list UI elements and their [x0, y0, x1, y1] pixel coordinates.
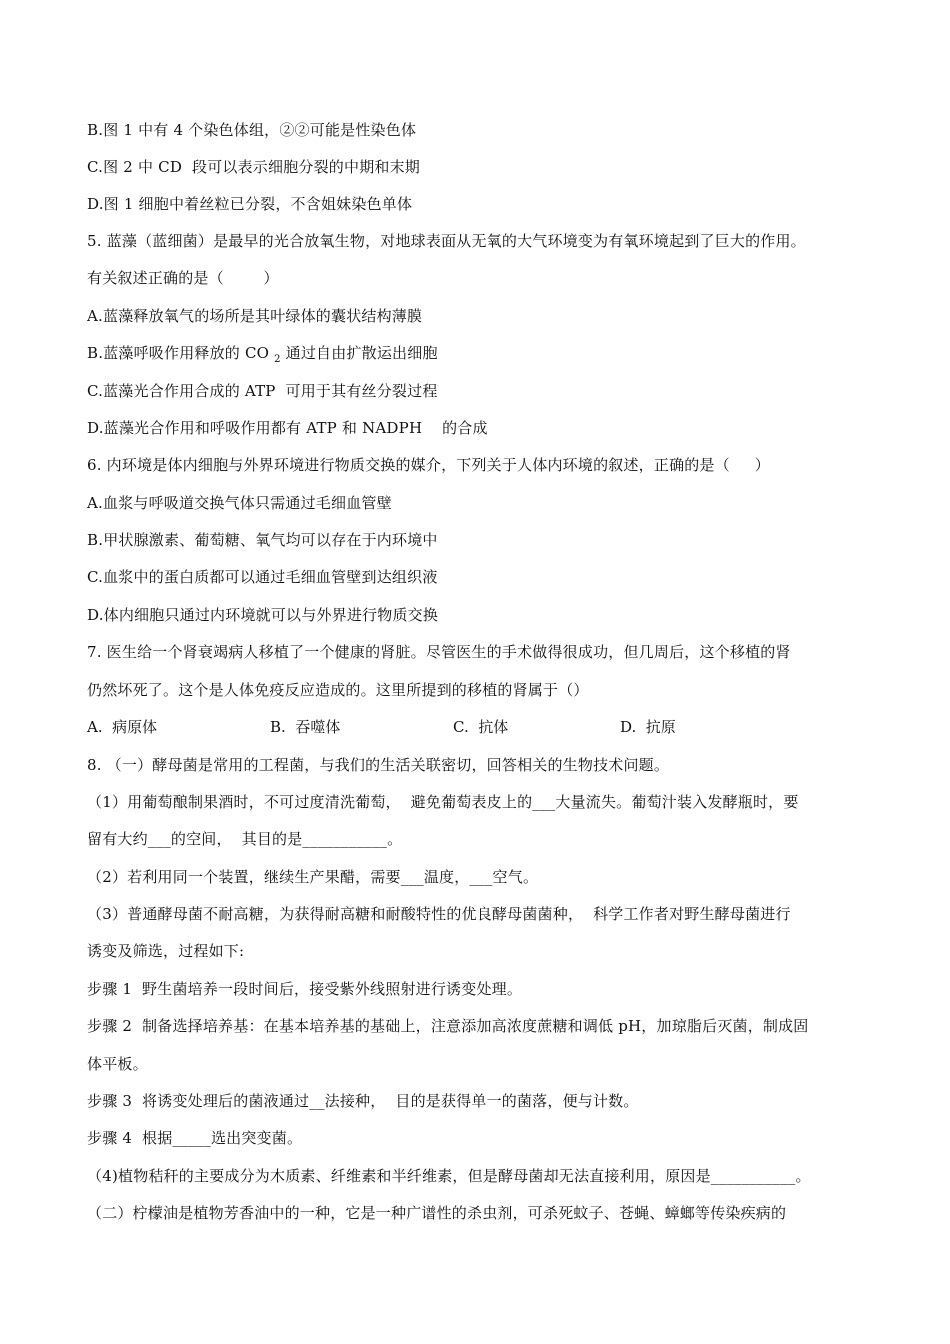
q8-sub2: （2）若利用同一个装置，继续生产果醋，需要___温度，___空气。 — [87, 868, 539, 886]
q5-option-b-subscript: 2 — [274, 354, 281, 365]
q5-stem-line-2: 有关叙述正确的是（ ） — [87, 269, 279, 287]
q6-option-d: D.体内细胞只通过内环境就可以与外界进行物质交换 — [87, 606, 439, 624]
q6-option-c: C.血浆中的蛋白质都可以通过毛细血管壁到达组织液 — [87, 568, 438, 586]
q8-sub4: （4)植物秸秆的主要成分为木质素、纤维素和半纤维素，但是酵母菌却无法直接利用，原因是___________。 — [87, 1167, 811, 1185]
q8-sub3-line-2: 诱变及筛选，过程如下: — [87, 942, 245, 960]
q4-option-c: C.图 2 中 CD 段可以表示细胞分裂的中期和末期 — [87, 158, 420, 176]
q7-option-d: D. 抗原 — [620, 718, 676, 736]
q8-step-3: 步骤 3 将诱变处理后的菌液通过__法接种， 目的是获得单一的菌落，便与计数。 — [87, 1092, 639, 1110]
q8-part1-intro: 8. （一）酵母菌是常用的工程菌，与我们的生活关联密切，回答相关的生物技术问题。 — [87, 756, 670, 774]
q8-part2-line-1: （二）柠檬油是植物芳香油中的一种，它是一种广谱性的杀虫剂，可杀死蚊子、苍蝇、蟑螂等传染疾病的 — [87, 1204, 787, 1222]
q5-option-b-text-end: 通过自由扩散运出细胞 — [280, 344, 438, 362]
q8-step-2-line-1: 步骤 2 制备选择培养基：在基本培养基的基础上，注意添加高浓度蔗糖和调低 pH，加琼脂后灭菌，制成固 — [87, 1017, 809, 1035]
q7-options-row — [87, 717, 867, 737]
q6-stem: 6. 内环境是体内细胞与外界环境进行物质交换的媒介，下列关于人体内环境的叙述，正确的是（ ） — [87, 456, 770, 474]
q7-stem-line-1: 7. 医生给一个肾衰竭病人移植了一个健康的肾脏。尽管医生的手术做得很成功，但几周后，这个移植的肾 — [87, 643, 791, 661]
q5-option-c: C.蓝藻光合作用合成的 ATP 可用于其有丝分裂过程 — [87, 382, 438, 400]
q5-option-b — [87, 343, 438, 370]
q4-option-b: B.图 1 中有 4 个染色体组，②②可能是性染色体 — [87, 121, 417, 139]
q5-option-a: A.蓝藻释放氧气的场所是其叶绿体的囊状结构薄膜 — [87, 307, 423, 325]
q7-option-a: A. 病原体 — [87, 718, 158, 736]
q7-stem-line-2: 仍然坏死了。这个是人体免疫反应造成的。这里所提到的移植的肾属于（） — [87, 681, 589, 699]
q5-option-d: D.蓝藻光合作用和呼吸作用都有 ATP 和 NADPH 的合成 — [87, 419, 488, 437]
q8-sub1-line-1: （1）用葡萄酿制果酒时，不可过度清洗葡萄， 避免葡萄表皮上的___大量流失。葡萄汁装入发酵瓶时，要 — [87, 793, 799, 811]
q8-sub3-line-1: （3）普通酵母菌不耐高糖，为获得耐高糖和耐酸特性的优良酵母菌菌种， 科学工作者对野生酵母菌进行 — [87, 905, 791, 923]
q8-step-2-line-2: 体平板。 — [87, 1055, 148, 1073]
q7-option-c: C. 抗体 — [453, 718, 509, 736]
q6-option-a: A.血浆与呼吸道交换气体只需通过毛细血管壁 — [87, 494, 392, 512]
q5-option-b-text: B.蓝藻呼吸作用释放的 CO — [87, 344, 275, 362]
q8-sub1-line-2: 留有大约___的空间， 其目的是___________。 — [87, 830, 403, 848]
q6-option-b: B.甲状腺激素、葡萄糖、氧气均可以存在于内环境中 — [87, 531, 438, 549]
q8-step-1: 步骤 1 野生菌培养一段时间后，接受紫外线照射进行诱变处理。 — [87, 980, 523, 998]
q7-option-b: B. 吞噬体 — [270, 718, 341, 736]
q5-stem-line-1: 5. 蓝藻（蓝细菌）是最早的光合放氧生物，对地球表面从无氧的大气环境变为有氧环境起到了巨大的作用。 — [87, 232, 806, 250]
q8-step-4: 步骤 4 根据_____选出突变菌。 — [87, 1129, 303, 1147]
q4-option-d: D.图 1 细胞中着丝粒已分裂，不含姐妹染色单体 — [87, 195, 413, 213]
